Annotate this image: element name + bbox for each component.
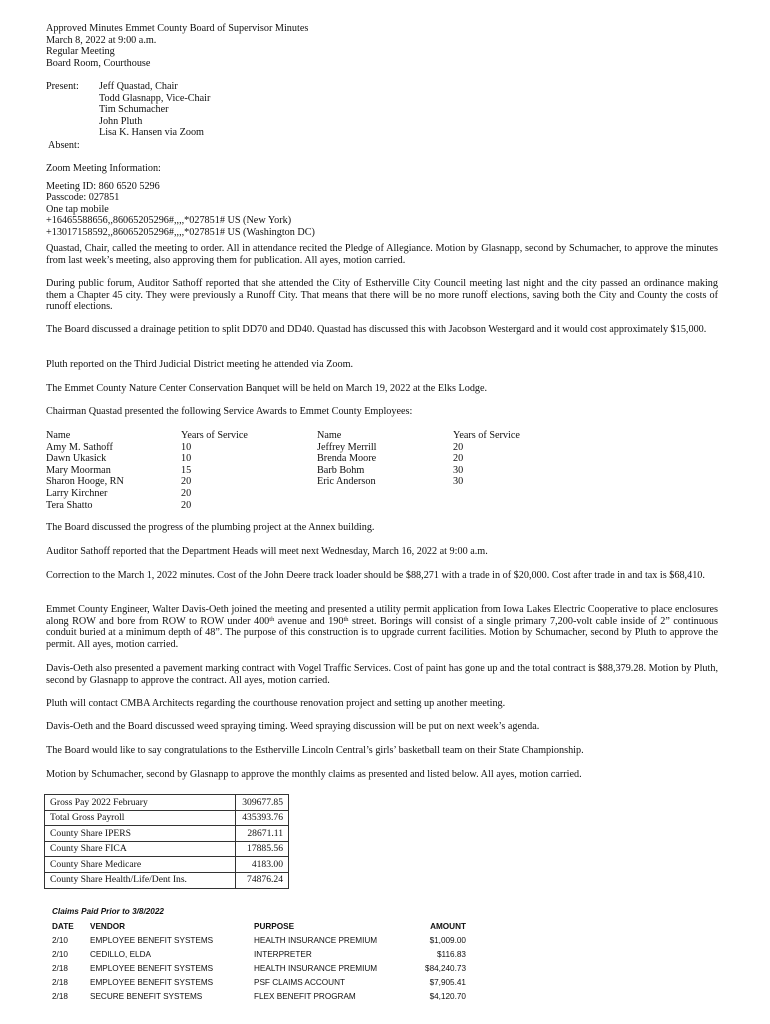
permit-superscript: th bbox=[343, 615, 349, 623]
award-years: 20 bbox=[453, 453, 464, 465]
award-name: Brenda Moore bbox=[317, 453, 377, 465]
document-title: Approved Minutes Emmet County Board of Supervisor Minutes bbox=[46, 23, 309, 34]
award-name: Sharon Hooge, RN bbox=[46, 476, 124, 488]
paragraph-architects: Pluth will contact CMBA Architects regarding the courthouse renovation project and setting up another meeting. bbox=[46, 698, 506, 709]
awards-years-header: Years of Service bbox=[453, 430, 520, 441]
payroll-label: County Share Medicare bbox=[45, 857, 236, 873]
award-years: 15 bbox=[181, 464, 192, 476]
table-row bbox=[52, 976, 466, 990]
payroll-value: 17885.56 bbox=[236, 841, 289, 857]
claims-table bbox=[52, 920, 466, 1003]
claim-amount: $4,120.70 bbox=[429, 991, 466, 1001]
claims-section bbox=[52, 906, 466, 1003]
zoom-line: Meeting ID: 860 6520 5296 bbox=[46, 180, 160, 192]
table-row bbox=[52, 948, 466, 962]
award-name: Amy M. Sathoff bbox=[46, 441, 113, 453]
paragraph-service-awards: Chairman Quastad presented the following Service Awards to Emmet County Employees: bbox=[46, 406, 413, 417]
claim-purpose: FLEX BENEFIT PROGRAM bbox=[254, 991, 356, 1001]
claim-purpose: INTERPRETER bbox=[254, 950, 312, 960]
zoom-line: Passcode: 027851 bbox=[46, 192, 120, 204]
award-name: Larry Kirchner bbox=[46, 487, 108, 499]
awards-years-header: Years of Service bbox=[181, 430, 248, 441]
claim-purpose: HEALTH INSURANCE PREMIUM bbox=[254, 963, 378, 973]
meeting-type: Regular Meeting bbox=[46, 46, 115, 58]
paragraph-call-to-order: Quastad, Chair, called the meeting to order. All in attendance recited the Pledge of Allegiance. Motion by Glasnapp, second by Schumacher, to approve the minutes from last week’s meeting, also approving them for publication. All ayes, motion carried. bbox=[46, 243, 718, 266]
zoom-title: Zoom Meeting Information: bbox=[46, 163, 161, 174]
present-member: Lisa K. Hansen via Zoom bbox=[99, 127, 204, 139]
payroll-label: County Share Health/Life/Dent Ins. bbox=[45, 872, 236, 888]
paragraph-public-forum: During public forum, Auditor Sathoff reported that she attended the City of Estherville City Council meeting last night and the city passed an ordinance making them a Chapter 45 city. They were previously a Runoff City. That means that there will be no more runoff elections, saving both the City and County the costs of runoff elections. bbox=[46, 278, 718, 313]
present-member: Todd Glasnapp, Vice-Chair bbox=[99, 92, 211, 104]
claim-purpose: HEALTH INSURANCE PREMIUM bbox=[254, 936, 378, 946]
payroll-label: County Share IPERS bbox=[45, 826, 236, 842]
paragraph-weed-spraying: Davis-Oeth and the Board discussed weed spraying timing. Weed spraying discussion will be put on next week’s agenda. bbox=[46, 721, 540, 732]
claim-vendor: SECURE BENEFIT SYSTEMS bbox=[90, 991, 203, 1001]
table-row bbox=[45, 841, 289, 857]
award-years: 20 bbox=[453, 441, 464, 453]
paragraph-drainage: The Board discussed a drainage petition to split DD70 and DD40. Quastad has discussed this with Jacobson Westergard and it would cost approximately $15,000. bbox=[46, 324, 707, 335]
table-row bbox=[52, 962, 466, 976]
table-row bbox=[52, 934, 466, 948]
paragraph-judicial: Pluth reported on the Third Judicial District meeting he attended via Zoom. bbox=[46, 359, 354, 370]
claim-date: 2/10 bbox=[52, 950, 68, 960]
table-row bbox=[45, 857, 289, 873]
permit-superscript: th bbox=[269, 615, 275, 623]
awards-name-header: Name bbox=[46, 430, 71, 441]
paragraph-utility-permit bbox=[46, 604, 718, 650]
payroll-value: 435393.76 bbox=[236, 810, 289, 826]
award-name: Mary Moorman bbox=[46, 464, 111, 476]
claim-date: 2/18 bbox=[52, 977, 68, 987]
awards-names-right bbox=[317, 430, 377, 488]
claims-header-vendor: VENDOR bbox=[90, 922, 126, 932]
payroll-table bbox=[44, 794, 289, 889]
permit-text: street. Borings will consist of a single primary 7,200-volt cable inside of 2” continuous conduit buried at a minimum depth of 48”. The purpose of this construction is to upgrade current facilities. Motion by Schumacher, second by Pluth to approve the permit. All ayes, motion carried. bbox=[46, 615, 718, 650]
award-years: 30 bbox=[453, 476, 464, 488]
meeting-date: March 8, 2022 at 9:00 a.m. bbox=[46, 34, 157, 46]
claims-header-row bbox=[52, 920, 466, 934]
table-row bbox=[45, 826, 289, 842]
claims-title: Claims Paid Prior to 3/8/2022 bbox=[52, 907, 164, 916]
table-row bbox=[52, 990, 466, 1004]
table-row bbox=[45, 872, 289, 888]
payroll-label: Total Gross Payroll bbox=[45, 810, 236, 826]
present-label: Present: bbox=[46, 81, 79, 92]
present-list bbox=[99, 81, 210, 139]
zoom-info bbox=[46, 163, 726, 239]
award-years: 30 bbox=[453, 464, 464, 476]
award-name: Barb Bohm bbox=[317, 464, 365, 476]
payroll-value: 28671.11 bbox=[236, 826, 289, 842]
award-years: 10 bbox=[181, 453, 192, 465]
permit-text: avenue and 190 bbox=[274, 615, 344, 627]
zoom-line: +16465588656,,86065205296#,,,,*027851# US (New York) bbox=[46, 215, 292, 227]
award-years: 10 bbox=[181, 441, 192, 453]
meeting-location: Board Room, Courthouse bbox=[46, 57, 151, 69]
payroll-label: Gross Pay 2022 February bbox=[45, 795, 236, 811]
award-name: Jeffrey Merrill bbox=[317, 441, 377, 453]
payroll-value: 4183.00 bbox=[236, 857, 289, 873]
paragraph-claims-motion: Motion by Schumacher, second by Glasnapp to approve the monthly claims as presented and listed below. All ayes, motion carried. bbox=[46, 769, 582, 780]
paragraph-department-heads: Auditor Sathoff reported that the Department Heads will meet next Wednesday, March 16, 2022 at 9:00 a.m. bbox=[46, 546, 488, 557]
claim-date: 2/10 bbox=[52, 936, 68, 946]
present-member: John Pluth bbox=[99, 115, 143, 127]
zoom-line: One tap mobile bbox=[46, 203, 109, 215]
award-years: 20 bbox=[181, 499, 192, 511]
claim-vendor: EMPLOYEE BENEFIT SYSTEMS bbox=[90, 963, 214, 973]
paragraph-pavement-marking: Davis-Oeth also presented a pavement marking contract with Vogel Traffic Services. Cost of paint has gone up and the total contract is $88,379.28. Motion by Pluth, second by Glasnapp to approve the contract. All ayes, motion carried. bbox=[46, 663, 718, 686]
payroll-value: 309677.85 bbox=[236, 795, 289, 811]
table-row bbox=[45, 795, 289, 811]
award-name: Tera Shatto bbox=[46, 499, 93, 511]
zoom-line: +13017158592,,86065205296#,,,,*027851# US (Washington DC) bbox=[46, 226, 315, 238]
claims-header-purpose: PURPOSE bbox=[254, 922, 295, 932]
award-years: 20 bbox=[181, 476, 192, 488]
awards-names-left bbox=[46, 430, 124, 511]
award-name: Dawn Ukasick bbox=[46, 453, 107, 465]
present-member: Jeff Quastad, Chair bbox=[99, 81, 178, 92]
payroll-label: County Share FICA bbox=[45, 841, 236, 857]
claim-purpose: PSF CLAIMS ACCOUNT bbox=[254, 977, 345, 987]
claim-vendor: EMPLOYEE BENEFIT SYSTEMS bbox=[90, 936, 214, 946]
paragraph-correction: Correction to the March 1, 2022 minutes. Cost of the John Deere track loader should be $88,271 with a trade in of $20,000. Cost after trade in and tax is $68,410. bbox=[46, 570, 705, 581]
claims-header-date: DATE bbox=[52, 922, 74, 932]
claim-amount: $7,905.41 bbox=[429, 977, 466, 987]
paragraph-banquet: The Emmet County Nature Center Conservation Banquet will be held on March 19, 2022 at the Elks Lodge. bbox=[46, 383, 488, 394]
table-row bbox=[45, 810, 289, 826]
claim-amount: $1,009.00 bbox=[429, 936, 466, 946]
document-header bbox=[46, 23, 726, 69]
present-member: Tim Schumacher bbox=[99, 104, 169, 116]
awards-name-header: Name bbox=[317, 430, 342, 441]
claim-vendor: EMPLOYEE BENEFIT SYSTEMS bbox=[90, 977, 214, 987]
award-name: Eric Anderson bbox=[317, 476, 376, 488]
claim-vendor: CEDILLO, ELDA bbox=[90, 950, 151, 960]
awards-years-left bbox=[181, 430, 248, 511]
paragraph-plumbing: The Board discussed the progress of the plumbing project at the Annex building. bbox=[46, 522, 375, 533]
claim-date: 2/18 bbox=[52, 963, 68, 973]
claim-date: 2/18 bbox=[52, 991, 68, 1001]
payroll-value: 74876.24 bbox=[236, 872, 289, 888]
claim-amount: $116.83 bbox=[437, 950, 466, 960]
claim-amount: $84,240.73 bbox=[425, 963, 466, 973]
paragraph-congratulations: The Board would like to say congratulations to the Estherville Lincoln Central’s girls’ basketball team on their State Championship. bbox=[46, 745, 584, 756]
awards-years-right bbox=[453, 430, 520, 488]
absent-label: Absent: bbox=[48, 140, 80, 151]
permit-text: Emmet County Engineer, Walter Davis-Oeth joined the meeting and presented a utility permit application from Iowa Lakes Electric Cooperative to place enclosures along ROW and bore from ROW to ROW under 400 bbox=[46, 604, 718, 627]
claims-header-amount: AMOUNT bbox=[430, 922, 466, 932]
award-years: 20 bbox=[181, 487, 192, 499]
